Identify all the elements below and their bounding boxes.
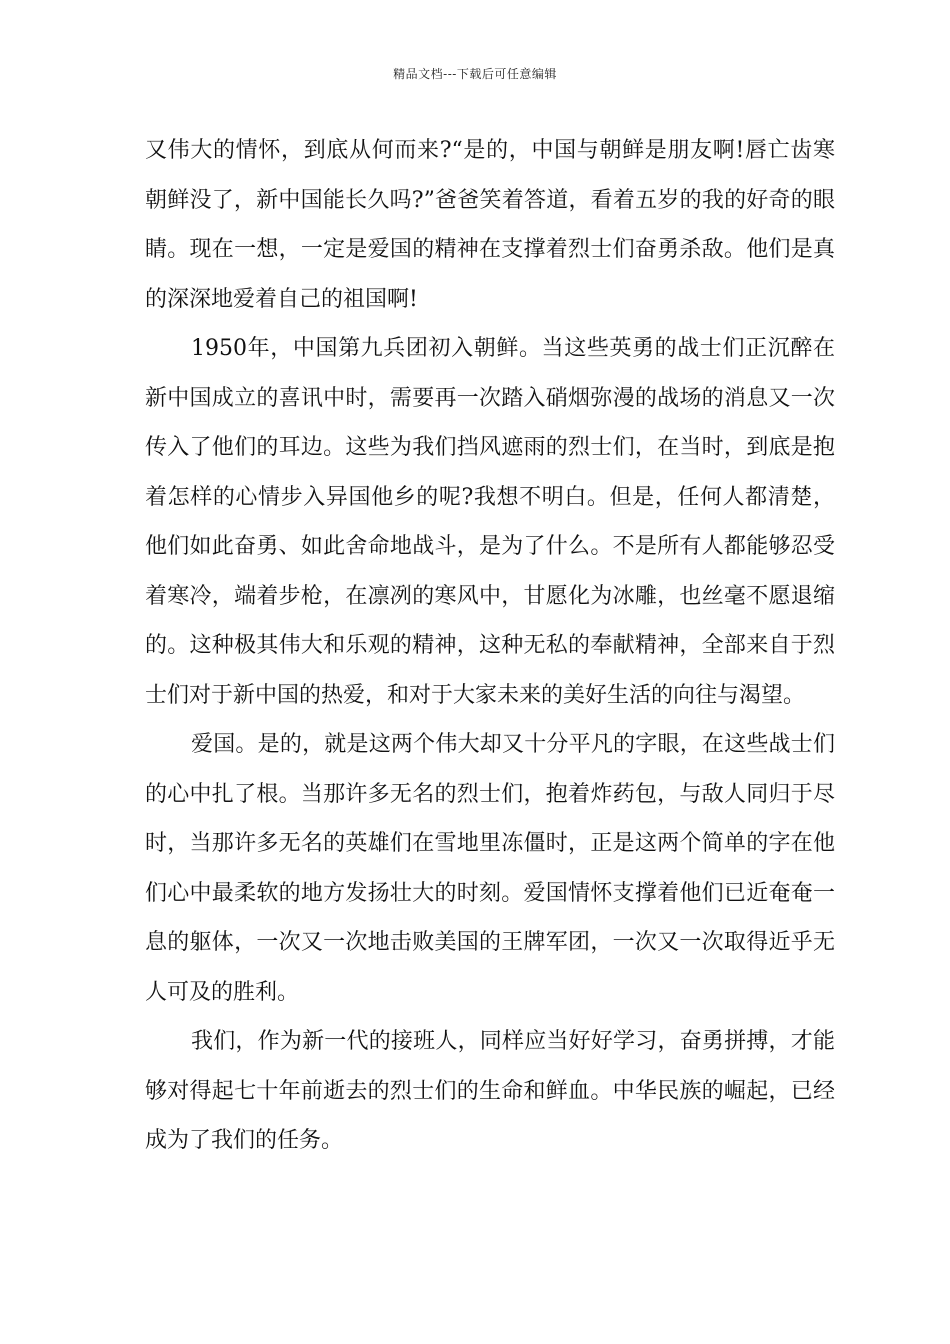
paragraph: 又伟大的情怀，到底从何而来?“是的，中国与朝鲜是朋友啊!唇亡齿寒朝鲜没了，新中国能长久吗?”爸爸笑着答道，看着五岁的我的好奇的眼睛。现在一想，一定是爱国的精神在支撑着烈士们奋勇杀敌。他们是真的深深地爱着自己的祖国啊! [145, 138, 835, 312]
page-header: 精品文档---下载后可任意编辑 [393, 67, 557, 81]
document-body [145, 126, 835, 1166]
paragraph: 1950年，中国第九兵团初入朝鲜。当这些英勇的战士们正沉醉在新中国成立的喜讯中时，需要再一次踏入硝烟弥漫的战场的消息又一次传入了他们的耳边。这些为我们挡风遮雨的烈士们，在当时，到底是抱着怎样的心情步入异国他乡的呢?我想不明白。但是，任何人都清楚，他们如此奋勇、如此舍命地战斗，是为了什么。不是所有人都能够忍受着寒冷，端着步枪，在凛冽的寒风中，甘愿化为冰雕，也丝毫不愿退缩的。这种极其伟大和乐观的精神，这种无私的奉献精神，全部来自于烈士们对于新中国的热爱，和对于大家未来的美好生活的向往与渴望。 [145, 336, 835, 708]
paragraph: 爱国。是的，就是这两个伟大却又十分平凡的字眼，在这些战士们的心中扎了根。当那许多无名的烈士们，抱着炸药包，与敌人同归于尽时，当那许多无名的英雄们在雪地里冻僵时，正是这两个简单的字在他们心中最柔软的地方发扬壮大的时刻。爱国情怀支撑着他们已近奄奄一息的躯体，一次又一次地击败美国的王牌军团，一次又一次取得近乎无人可及的胜利。 [145, 732, 835, 1005]
paragraph: 我们，作为新一代的接班人，同样应当好好学习，奋勇拼搏，才能够对得起七十年前逝去的烈士们的生命和鲜血。中华民族的崛起，已经成为了我们的任务。 [145, 1029, 835, 1153]
